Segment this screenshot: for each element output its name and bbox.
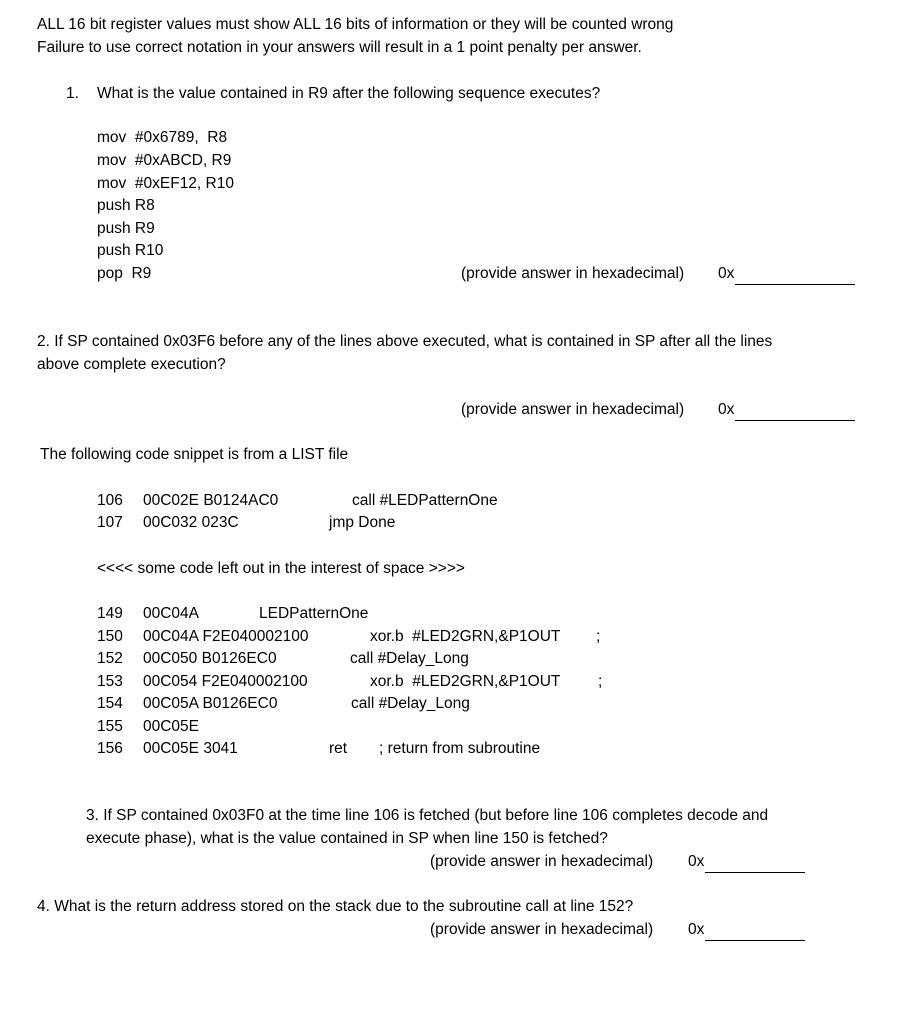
q3-text-line-1: 3. If SP contained 0x03F0 at the time line 106 is fetched (but before line 106 completes decode and (86, 807, 769, 824)
q2-text-line-1: 2. If SP contained 0x03F6 before any of the lines above executed, what is contained in SP after all the lines (37, 333, 773, 350)
listing-address: 00C02E B0124AC0 (143, 492, 279, 509)
q1-code-line: push R10 (97, 242, 164, 259)
q3-answer-blank[interactable] (705, 854, 805, 873)
listing-line-number: 153 (97, 673, 123, 690)
listing-code: ret (329, 740, 348, 757)
q1-code-line: pop R9 (97, 265, 152, 282)
listing-label: LEDPatternOne (259, 605, 369, 622)
listing-code: xor.b #LED2GRN,&P1OUT (370, 673, 561, 690)
listing-address: 00C05A B0126EC0 (143, 695, 278, 712)
listing-line-number: 154 (97, 695, 123, 712)
q1-answer-blank[interactable] (735, 266, 855, 285)
listing-line-number: 152 (97, 650, 123, 667)
q1-code-line: mov #0x6789, R8 (97, 129, 228, 146)
listing-address: 00C04A F2E040002100 (143, 628, 309, 645)
q1-answer-hint: (provide answer in hexadecimal) (461, 265, 685, 282)
q1-answer-prefix: 0x (718, 265, 735, 282)
q1-code-line: push R9 (97, 220, 155, 237)
listing-comment: ; (598, 673, 603, 690)
listing-code: call #LEDPatternOne (352, 492, 498, 509)
listing-code: call #Delay_Long (350, 650, 469, 667)
q2-text-line-2: above complete execution? (37, 356, 226, 373)
q1-text: What is the value contained in R9 after the following sequence executes? (97, 85, 601, 102)
listing-code: xor.b #LED2GRN,&P1OUT (370, 628, 561, 645)
listing-address: 00C05E 3041 (143, 740, 238, 757)
listing-line-number: 106 (97, 492, 123, 509)
q3-answer-hint: (provide answer in hexadecimal) (430, 853, 654, 870)
listing-line-number: 150 (97, 628, 123, 645)
q2-answer-prefix: 0x (718, 401, 735, 418)
q3-answer-prefix: 0x (688, 853, 705, 870)
q4-answer-prefix: 0x (688, 921, 705, 938)
q1-number: 1. (66, 85, 79, 102)
q3-text-line-2: execute phase), what is the value contained in SP when line 150 is fetched? (86, 830, 608, 847)
instruction-line-2: Failure to use correct notation in your answers will result in a 1 point penalty per answer. (37, 39, 642, 56)
listing-line-number: 156 (97, 740, 123, 757)
listing-address: 00C04A (143, 605, 200, 622)
listing-comment: ; (596, 628, 601, 645)
listing-line-number: 155 (97, 718, 123, 735)
omitted-code-note: <<<< some code left out in the interest of space >>>> (97, 560, 465, 577)
q4-answer-blank[interactable] (705, 922, 805, 941)
q1-code-line: mov #0xEF12, R10 (97, 175, 234, 192)
listing-line-number: 149 (97, 605, 123, 622)
instruction-line-1: ALL 16 bit register values must show ALL 16 bits of information or they will be counted wrong (37, 16, 674, 33)
q4-text: 4. What is the return address stored on the stack due to the subroutine call at line 152? (37, 898, 634, 915)
listing-address: 00C032 023C (143, 514, 239, 531)
listing-line-number: 107 (97, 514, 123, 531)
listing-address: 00C050 B0126EC0 (143, 650, 277, 667)
listing-code: jmp Done (329, 514, 396, 531)
q2-answer-hint: (provide answer in hexadecimal) (461, 401, 685, 418)
listing-address: 00C05E (143, 718, 200, 735)
listing-code: call #Delay_Long (351, 695, 470, 712)
listing-comment: ; return from subroutine (379, 740, 541, 757)
q4-answer-hint: (provide answer in hexadecimal) (430, 921, 654, 938)
q1-code-line: push R8 (97, 197, 155, 214)
listing-address: 00C054 F2E040002100 (143, 673, 308, 690)
q2-answer-blank[interactable] (735, 402, 855, 421)
q1-code-line: mov #0xABCD, R9 (97, 152, 232, 169)
list-file-intro: The following code snippet is from a LIST file (40, 446, 349, 463)
